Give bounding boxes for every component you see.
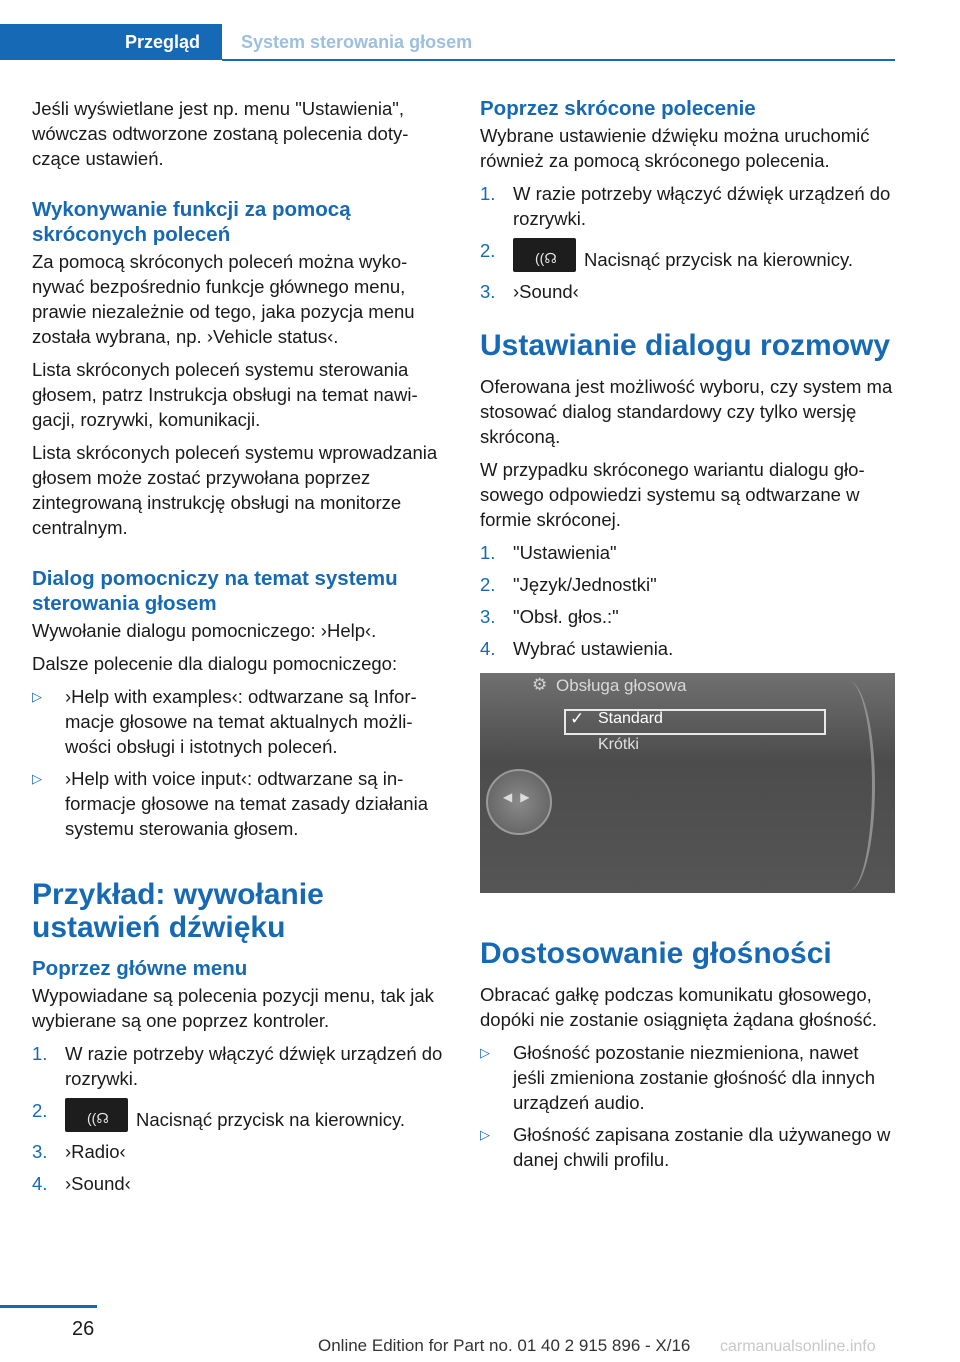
paragraph: Lista skróconych poleceń systemu sterowania głosem, patrz Instrukcja obsługi na temat nawigacji, rozrywki, komunikacji. bbox=[32, 359, 418, 430]
paragraph: Wybrane ustawienie dźwięku można uruchomić również za pomocą skróconego polecenia. bbox=[480, 125, 870, 171]
triangle-bullet-icon: ▷ bbox=[32, 771, 42, 786]
screen-arc bbox=[822, 681, 875, 891]
header-divider bbox=[222, 59, 895, 61]
heading-example: Przykład: wywołanie ustawień dźwięku bbox=[32, 878, 324, 944]
list-item: 1. W razie potrzeby włączyć dźwięk urządzeń do rozrywki. bbox=[32, 1043, 443, 1089]
triangle-bullet-icon: ▷ bbox=[32, 689, 42, 704]
list-item: 3. ›Radio‹ bbox=[32, 1141, 126, 1162]
screen-title: Obsługa głosowa bbox=[556, 676, 687, 695]
left-column bbox=[32, 96, 447, 1203]
paragraph: Oferowana jest możliwość wyboru, czy system ma stosować dialog standardowy czy tylko wersję skróconą. bbox=[480, 376, 893, 447]
list-item: 1. W razie potrzeby włączyć dźwięk urządzeń do rozrywki. bbox=[480, 183, 891, 229]
edition-note: Online Edition for Part no. 01 40 2 915 896 - X/16 bbox=[318, 1336, 691, 1355]
triangle-bullet-icon: ▷ bbox=[480, 1045, 490, 1060]
heading-help-dialog: Dialog pomocniczy na temat systemu sterowania głosem bbox=[32, 567, 398, 615]
list-item: 3. "Obsł. głos.:" bbox=[480, 606, 619, 627]
header-bar bbox=[0, 0, 895, 61]
watermark: carmanualsonline.info bbox=[720, 1338, 876, 1355]
voice-button-icon: ((☊ bbox=[513, 238, 576, 272]
list-item: 3. ›Sound‹ bbox=[480, 281, 579, 302]
list-item: 2. "Język/Jednostki" bbox=[480, 574, 657, 595]
short-command-steps bbox=[480, 181, 895, 304]
dialog-steps bbox=[480, 540, 895, 661]
list-item: 2. ((☊ Nacisnąć przycisk na kierownicy. bbox=[480, 240, 854, 270]
heading-dialog-settings: Ustawianie dialogu rozmowy bbox=[480, 329, 891, 362]
list-item: 2. ((☊ Nacisnąć przycisk na kierownicy. bbox=[32, 1100, 406, 1130]
option-short: Krótki bbox=[598, 736, 639, 753]
right-column bbox=[480, 96, 895, 1179]
list-item: ▷ ›Help with voice input‹: odtwarzane są informacje głosowe na temat zasady działania systemu sterowania głosem. bbox=[32, 768, 428, 839]
paragraph: Wywołanie dialogu pomocniczego: ›Help‹. bbox=[32, 620, 377, 641]
list-item: ▷ Głośność zapisana zostanie dla używanego w danej chwili profilu. bbox=[480, 1124, 891, 1170]
tab-overview[interactable]: Przegląd bbox=[0, 24, 222, 60]
option-standard: Standard bbox=[598, 710, 663, 727]
section-title[interactable]: System sterowania głosem bbox=[241, 31, 473, 52]
paragraph: Jeśli wyświetlane jest np. menu "Ustawienia", wówczas odtworzone zostaną polecenia dotyczące ustawień. bbox=[32, 98, 409, 169]
controller-knob-icon: ◀▶ bbox=[486, 769, 552, 835]
paragraph: Lista skróconych poleceń systemu wprowadzania głosem może zostać przywołana poprzez zintegrowaną instrukcję obsługi na monitorze centralnym. bbox=[32, 442, 438, 538]
page-number: 26 bbox=[72, 1318, 95, 1340]
heading-shortcut-commands: Wykonywanie funkcji za pomocą skróconych poleceń bbox=[32, 198, 351, 246]
main-menu-steps bbox=[32, 1041, 447, 1196]
check-icon: ✓ bbox=[570, 709, 585, 728]
heading-volume: Dostosowanie głośności bbox=[480, 937, 832, 970]
list-item: ▷ Głośność pozostanie niezmieniona, nawet jeśli zmieniona zostanie głośność dla innych urządzeń audio. bbox=[480, 1042, 875, 1113]
paragraph: Wypowiadane są polecenia pozycji menu, tak jak wybierane są one poprzez kontroler. bbox=[32, 985, 434, 1031]
volume-bullet-list bbox=[480, 1040, 895, 1172]
help-bullet-list bbox=[32, 684, 447, 841]
footer-divider bbox=[0, 1305, 97, 1308]
paragraph: W przypadku skróconego wariantu dialogu głosowego odpowiedzi systemu są odtwarzane w formie skróconej. bbox=[480, 459, 865, 530]
list-item: 4. Wybrać ustawienia. bbox=[480, 638, 674, 659]
paragraph: Obracać gałkę podczas komunikatu głosowego, dopóki nie zostanie osiągnięta żądana głośność. bbox=[480, 984, 878, 1030]
idrive-screen-image bbox=[480, 673, 895, 893]
heading-main-menu: Poprzez główne menu bbox=[32, 957, 248, 980]
triangle-bullet-icon: ▷ bbox=[480, 1127, 490, 1142]
list-item: 4. ›Sound‹ bbox=[32, 1173, 131, 1194]
list-item: ▷ ›Help with examples‹: odtwarzane są Informacje głosowe na temat aktualnych możliwości obsługi i istotnych poleceń. bbox=[32, 686, 417, 757]
paragraph: Za pomocą skróconych poleceń można wykonywać bezpośrednio funkcje głównego menu, prawie niezależnie od tego, jaka pozycja menu została wybrana, np. ›Vehicle status‹. bbox=[32, 251, 415, 347]
list-item: 1. "Ustawienia" bbox=[480, 542, 617, 563]
heading-short-command: Poprzez skrócone polecenie bbox=[480, 97, 756, 120]
paragraph: Dalsze polecenie dla dialogu pomocniczego: bbox=[32, 653, 398, 674]
voice-button-icon: ((☊ bbox=[65, 1098, 128, 1132]
gear-icon: ⚙ bbox=[532, 675, 548, 694]
